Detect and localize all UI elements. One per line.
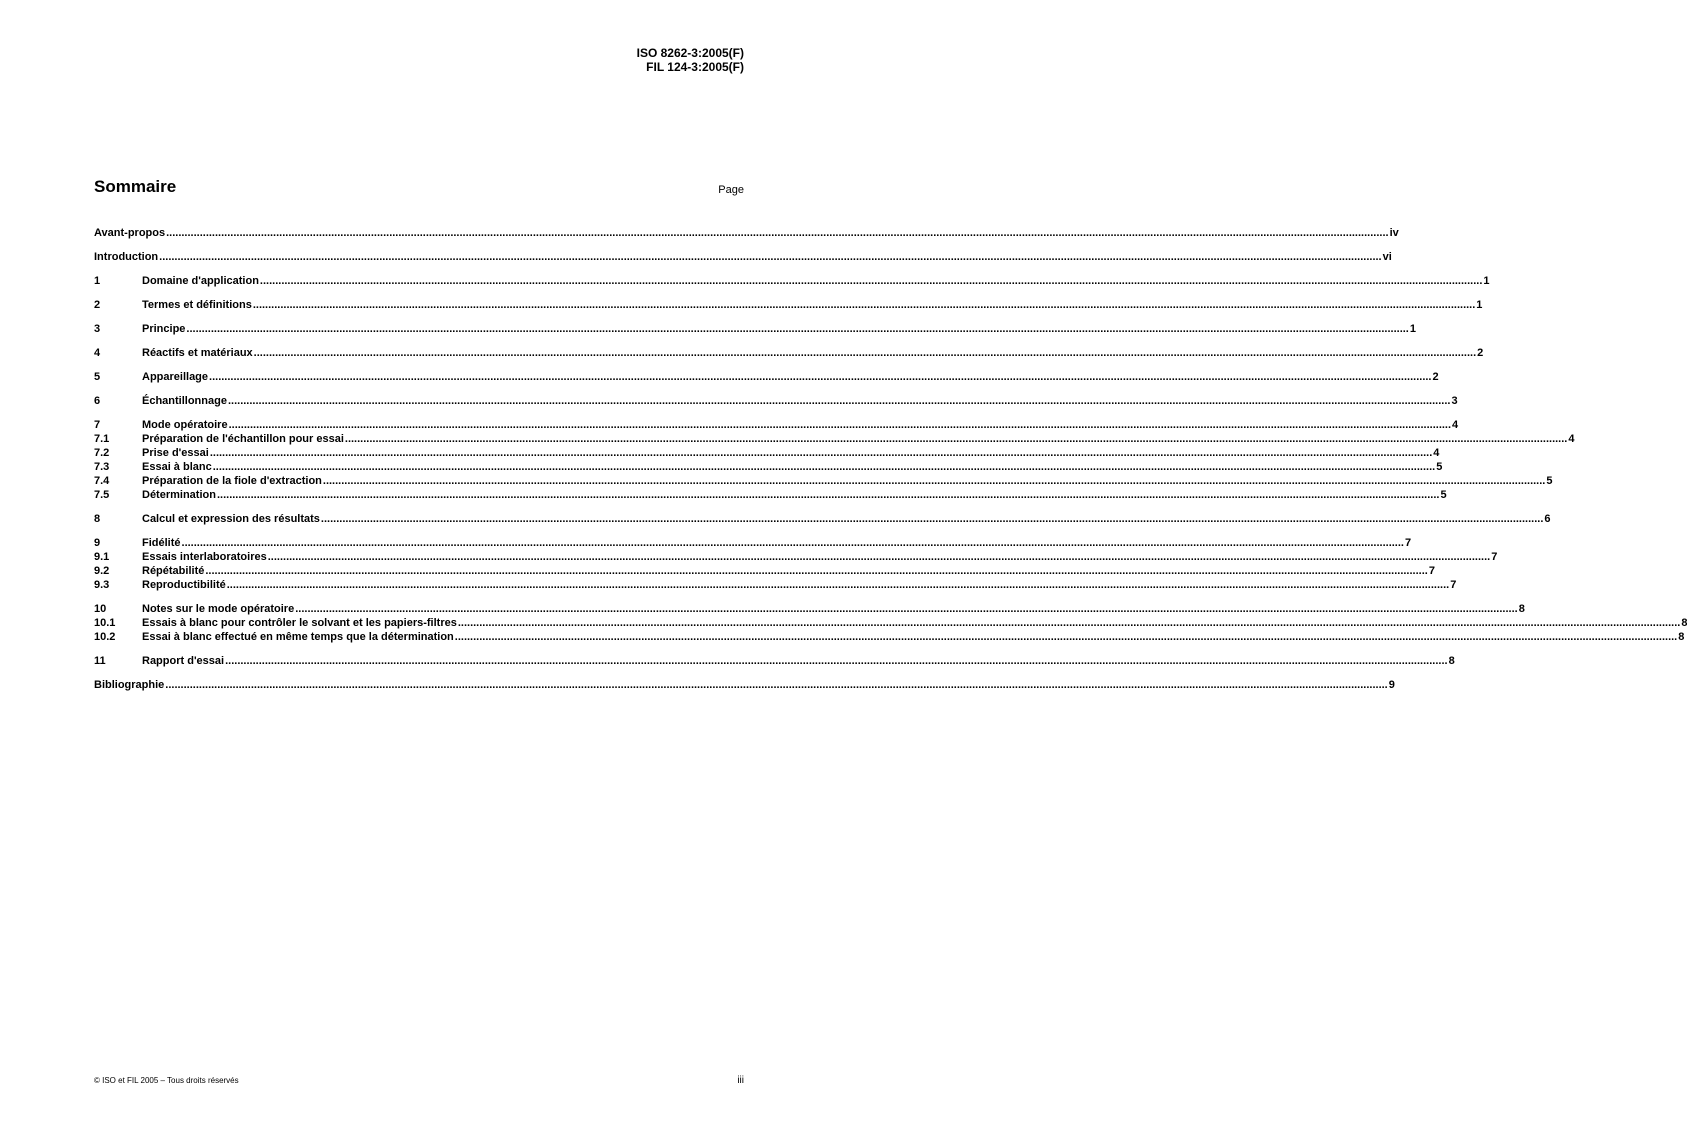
- toc-entry-page: 7: [1491, 551, 1498, 563]
- toc-entry-number: 4: [94, 347, 101, 359]
- toc-dot-leader: ................................................................................................................................................................................................................................................................................................................................................................................................................: [253, 347, 1477, 359]
- toc-entry-number: 11: [94, 655, 106, 667]
- toc-entry[interactable]: [94, 602, 1525, 616]
- copyright-notice: © ISO et FIL 2005 – Tous droits réservés: [94, 1076, 239, 1085]
- toc-entry-number: 10.1: [94, 617, 116, 629]
- toc-entry-page: 5: [1436, 461, 1443, 473]
- toc-entry-page: 8: [1678, 631, 1685, 643]
- toc-entry-label: Essais interlaboratoires: [142, 551, 267, 563]
- toc-entry-number: 6: [94, 395, 101, 407]
- toc-entry-label: Mode opératoire: [142, 419, 228, 431]
- toc-entry-label: Prise d'essai: [142, 447, 209, 459]
- toc-entry[interactable]: [94, 346, 1484, 360]
- toc-entry[interactable]: [94, 616, 1687, 630]
- toc-dot-leader: ................................................................................................................................................................................................................................................................................................................................................................................................................: [212, 461, 1436, 473]
- toc-entry-label: Introduction: [94, 251, 159, 263]
- toc-dot-leader: ................................................................................................................................................................................................................................................................................................................................................................................................................: [186, 323, 1409, 335]
- toc-dot-leader: ................................................................................................................................................................................................................................................................................................................................................................................................................: [267, 551, 1491, 563]
- toc-entry-number: 9.3: [94, 579, 110, 591]
- toc-entry-number: 9.1: [94, 551, 110, 563]
- toc-entry[interactable]: [94, 298, 1483, 312]
- toc-entry[interactable]: [94, 418, 1459, 432]
- toc-entry[interactable]: [94, 226, 1399, 240]
- page-column-label: Page: [718, 184, 744, 196]
- toc-dot-leader: ................................................................................................................................................................................................................................................................................................................................................................................................................: [454, 631, 1678, 643]
- toc-entry-page: 1: [1409, 323, 1416, 335]
- toc-dot-leader: ................................................................................................................................................................................................................................................................................................................................................................................................................: [457, 617, 1681, 629]
- toc-dot-leader: ................................................................................................................................................................................................................................................................................................................................................................................................................: [209, 371, 1432, 383]
- toc-entry[interactable]: [94, 564, 1435, 578]
- toc-entry-page: 8: [1518, 603, 1525, 615]
- toc-dot-leader: ................................................................................................................................................................................................................................................................................................................................................................................................................: [159, 251, 1382, 263]
- toc-dot-leader: ................................................................................................................................................................................................................................................................................................................................................................................................................: [165, 679, 1388, 691]
- toc-dot-leader: ................................................................................................................................................................................................................................................................................................................................................................................................................: [228, 419, 1452, 431]
- toc-entry-number: 7.1: [94, 433, 110, 445]
- toc-entry[interactable]: [94, 370, 1439, 384]
- toc-entry[interactable]: [94, 550, 1498, 564]
- toc-entry-page: 4: [1452, 419, 1459, 431]
- toc-entry-number: 7.5: [94, 489, 110, 501]
- toc-dot-leader: ................................................................................................................................................................................................................................................................................................................................................................................................................: [209, 447, 1433, 459]
- toc-entry-label: Bibliographie: [94, 679, 165, 691]
- toc-entry-page: 7: [1404, 537, 1412, 549]
- toc-dot-leader: ................................................................................................................................................................................................................................................................................................................................................................................................................: [227, 395, 1451, 407]
- toc-entry[interactable]: [94, 536, 1412, 550]
- toc-entry-page: 4: [1433, 447, 1440, 459]
- standard-number-iso: ISO 8262-3:2005(F): [636, 46, 744, 60]
- toc-entry[interactable]: [94, 578, 1457, 592]
- toc-entry-label: Préparation de l'échantillon pour essai: [142, 433, 344, 445]
- toc-dot-leader: ................................................................................................................................................................................................................................................................................................................................................................................................................: [295, 603, 1518, 615]
- toc-entry-label: Fidélité: [142, 537, 181, 549]
- toc-entry-label: Échantillonnage: [142, 395, 227, 407]
- toc-entry-label: Avant-propos: [94, 227, 166, 239]
- toc-dot-leader: ................................................................................................................................................................................................................................................................................................................................................................................................................: [320, 513, 1544, 525]
- toc-entry-page: 7: [1428, 565, 1435, 577]
- toc-entry[interactable]: [94, 274, 1490, 288]
- toc-entry-number: 2: [94, 299, 101, 311]
- toc-entry-number: 3: [94, 323, 101, 335]
- toc-entry-number: 10: [94, 603, 107, 615]
- toc-entry-number: 7.2: [94, 447, 110, 459]
- toc-entry[interactable]: [94, 678, 1395, 692]
- toc-entry-label: Principe: [142, 323, 186, 335]
- toc-entry-page: 1: [1483, 275, 1490, 287]
- toc-entry-page: 1: [1476, 299, 1483, 311]
- toc-entry-label: Préparation de la fiole d'extraction: [142, 475, 322, 487]
- toc-entry-label: Appareillage: [142, 371, 209, 383]
- toc-dot-leader: ................................................................................................................................................................................................................................................................................................................................................................................................................: [344, 433, 1568, 445]
- toc-entry-label: Rapport d'essai: [142, 655, 225, 667]
- toc-entry-number: 8: [94, 513, 101, 525]
- toc-entry-label: Essai à blanc: [142, 461, 212, 473]
- toc-entry-number: 9.2: [94, 565, 110, 577]
- toc-entry-page: 2: [1432, 371, 1439, 383]
- toc-entry-page: 5: [1546, 475, 1553, 487]
- toc-entry-page: 8: [1681, 617, 1687, 629]
- toc-entry-number: 7.4: [94, 475, 110, 487]
- toc-entry-page: 4: [1568, 433, 1575, 445]
- contents-title-row: [94, 175, 744, 197]
- toc-entry-page: vi: [1382, 251, 1392, 263]
- toc-entry-number: 1: [94, 275, 101, 287]
- toc-entry-number: 5: [94, 371, 101, 383]
- standard-number-fil: FIL 124-3:2005(F): [646, 60, 744, 74]
- toc-entry[interactable]: [94, 654, 1455, 668]
- toc-entry-number: 7: [94, 419, 101, 431]
- toc-entry-label: Essais à blanc pour contrôler le solvant et les papiers-filtres: [142, 617, 457, 629]
- toc-entry-page: 5: [1440, 489, 1447, 501]
- toc-entry-label: Détermination: [142, 489, 216, 501]
- toc-entry[interactable]: [94, 394, 1458, 408]
- toc-entry-label: Essai à blanc effectué en même temps que la détermination: [142, 631, 454, 643]
- toc-dot-leader: ................................................................................................................................................................................................................................................................................................................................................................................................................: [322, 475, 1546, 487]
- table-of-contents: [94, 226, 1687, 692]
- page-number: iii: [737, 1075, 744, 1086]
- toc-entry-label: Domaine d'application: [142, 275, 259, 287]
- toc-entry-label: Termes et définitions: [142, 299, 252, 311]
- toc-entry-label: Réactifs et matériaux: [142, 347, 253, 359]
- toc-entry-page: 9: [1388, 679, 1395, 691]
- toc-entry[interactable]: [94, 250, 1392, 264]
- toc-entry[interactable]: [94, 630, 1685, 644]
- toc-dot-leader: ................................................................................................................................................................................................................................................................................................................................................................................................................: [181, 537, 1404, 549]
- toc-entry-page: 2: [1477, 347, 1484, 359]
- toc-dot-leader: ................................................................................................................................................................................................................................................................................................................................................................................................................: [225, 655, 1448, 667]
- toc-dot-leader: ................................................................................................................................................................................................................................................................................................................................................................................................................: [205, 565, 1428, 577]
- toc-entry-label: Répétabilité: [142, 565, 205, 577]
- toc-dot-leader: ................................................................................................................................................................................................................................................................................................................................................................................................................: [166, 227, 1389, 239]
- toc-entry-page: 6: [1544, 513, 1551, 525]
- toc-entry[interactable]: [94, 488, 1447, 502]
- toc-entry-number: 9: [94, 537, 101, 549]
- toc-entry-page: 3: [1451, 395, 1458, 407]
- toc-entry[interactable]: [94, 512, 1551, 526]
- toc-entry[interactable]: [94, 432, 1575, 446]
- toc-dot-leader: ................................................................................................................................................................................................................................................................................................................................................................................................................: [252, 299, 1476, 311]
- document-header: [637, 46, 744, 74]
- toc-entry-page: 8: [1448, 655, 1455, 667]
- toc-entry-label: Notes sur le mode opératoire: [142, 603, 295, 615]
- toc-entry-number: 10.2: [94, 631, 116, 643]
- toc-entry-page: iv: [1389, 227, 1399, 239]
- toc-entry-page: 7: [1450, 579, 1457, 591]
- toc-entry[interactable]: [94, 460, 1443, 474]
- toc-dot-leader: ................................................................................................................................................................................................................................................................................................................................................................................................................: [226, 579, 1450, 591]
- toc-entry[interactable]: [94, 474, 1553, 488]
- contents-title: Sommaire: [94, 177, 177, 196]
- toc-entry-number: 7.3: [94, 461, 110, 473]
- toc-entry-label: Calcul et expression des résultats: [142, 513, 320, 525]
- toc-entry-label: Reproductibilité: [142, 579, 226, 591]
- toc-dot-leader: ................................................................................................................................................................................................................................................................................................................................................................................................................: [216, 489, 1440, 501]
- toc-dot-leader: ................................................................................................................................................................................................................................................................................................................................................................................................................: [259, 275, 1483, 287]
- toc-entry[interactable]: [94, 322, 1416, 336]
- toc-entry[interactable]: [94, 446, 1440, 460]
